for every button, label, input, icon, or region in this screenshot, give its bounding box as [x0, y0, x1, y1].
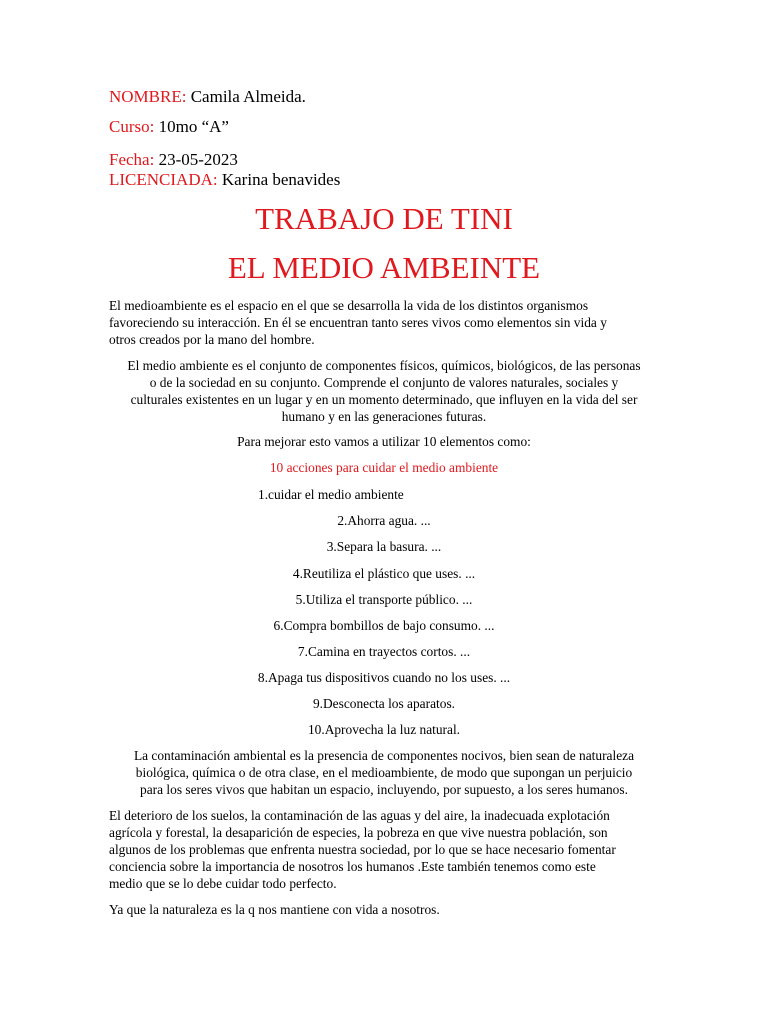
paragraph-line: biológica, química o de otra clase, en el medioambiente, de modo que supongan un perjuicio [135, 765, 633, 780]
paragraph-3 [84, 747, 684, 798]
fecha-value: 23-05-2023 [154, 150, 238, 169]
paragraph-line: medio que se lo debe cuidar todo perfecto. [109, 876, 337, 891]
paragraph-1 [109, 297, 669, 348]
list-item: 7.Camina en trayectos cortos. ... [297, 644, 471, 659]
list-item: 3.Separa la basura. ... [326, 539, 442, 554]
curso-label: Curso: [109, 117, 155, 136]
curso-line [109, 117, 229, 137]
paragraph-line: El medio ambiente es el conjunto de componentes físicos, químicos, biológicos, de las personas [127, 358, 641, 373]
list-item: 9.Desconecta los aparatos. [312, 696, 456, 711]
paragraph-line: El deterioro de los suelos, la contaminación de las aguas y del aire, la inadecuada explotación [109, 808, 610, 823]
paragraph-line: culturales existentes en un lugar y en un momento determinado, que influyen en la vida del ser [130, 392, 638, 407]
list-item: 1.cuidar el medio ambiente [258, 487, 404, 502]
fecha-label: Fecha: [109, 150, 155, 169]
paragraph-5: Ya que la naturaleza es la q nos mantiene con vida a nosotros. [109, 902, 440, 917]
fecha-line [109, 150, 238, 170]
paragraph-line: El medioambiente es el espacio en el que se desarrolla la vida de los distintos organismos [109, 298, 589, 313]
paragraph-line: o de la sociedad en su conjunto. Comprende el conjunto de valores naturales, sociales y [149, 375, 619, 390]
paragraph-line: favoreciendo su interacción. En él se encuentran tanto seres vivos como elementos sin vida y [109, 315, 607, 330]
licenciada-label: LICENCIADA: [109, 170, 218, 189]
licenciada-line [109, 170, 340, 190]
paragraph-2 [84, 357, 684, 425]
title-line-2: EL MEDIO AMBEINTE [227, 250, 541, 285]
list-item: 8.Apaga tus dispositivos cuando no los uses. ... [257, 670, 511, 685]
paragraph-line: algunos de los problemas que enfrenta nuestra sociedad, por lo que se hace necesario fomentar [109, 842, 616, 857]
paragraph-line: para los seres vivos que habitan un espacio, incluyendo, por supuesto, a los seres humanos. [140, 782, 628, 797]
licenciada-value: Karina benavides [217, 170, 341, 189]
list-item: 2.Ahorra agua. ... [337, 513, 431, 528]
list-item: 4.Reutiliza el plástico que uses. ... [292, 566, 476, 581]
paragraph-line: otros creados por la mano del hombre. [109, 332, 315, 347]
intro-text: Para mejorar esto vamos a utilizar 10 elementos como: [237, 434, 531, 449]
paragraph-line: agrícola y forestal, la desaparición de especies, la pobreza en que vive nuestra población, son [109, 825, 608, 840]
curso-value: 10mo “A” [154, 117, 229, 136]
paragraph-line: La contaminación ambiental es la presencia de componentes nocivos, bien sean de naturaleza [133, 748, 635, 763]
paragraph-line: humano y en las generaciones futuras. [281, 409, 487, 424]
nombre-value: Camila Almeida. [186, 87, 306, 106]
title-line-1: TRABAJO DE TINI [255, 201, 513, 236]
list-item: 5.Utiliza el transporte público. ... [295, 592, 473, 607]
list-title: 10 acciones para cuidar el medio ambiente [269, 460, 499, 475]
paragraph-4 [109, 807, 689, 892]
list-item: 10.Aprovecha la luz natural. [307, 722, 461, 737]
paragraph-line: conciencia sobre la importancia de nosotros los humanos .Este también tenemos como este [109, 859, 596, 874]
nombre-line [109, 87, 306, 107]
list-item: 6.Compra bombillos de bajo consumo. ... [273, 618, 495, 633]
nombre-label: NOMBRE: [109, 87, 187, 106]
